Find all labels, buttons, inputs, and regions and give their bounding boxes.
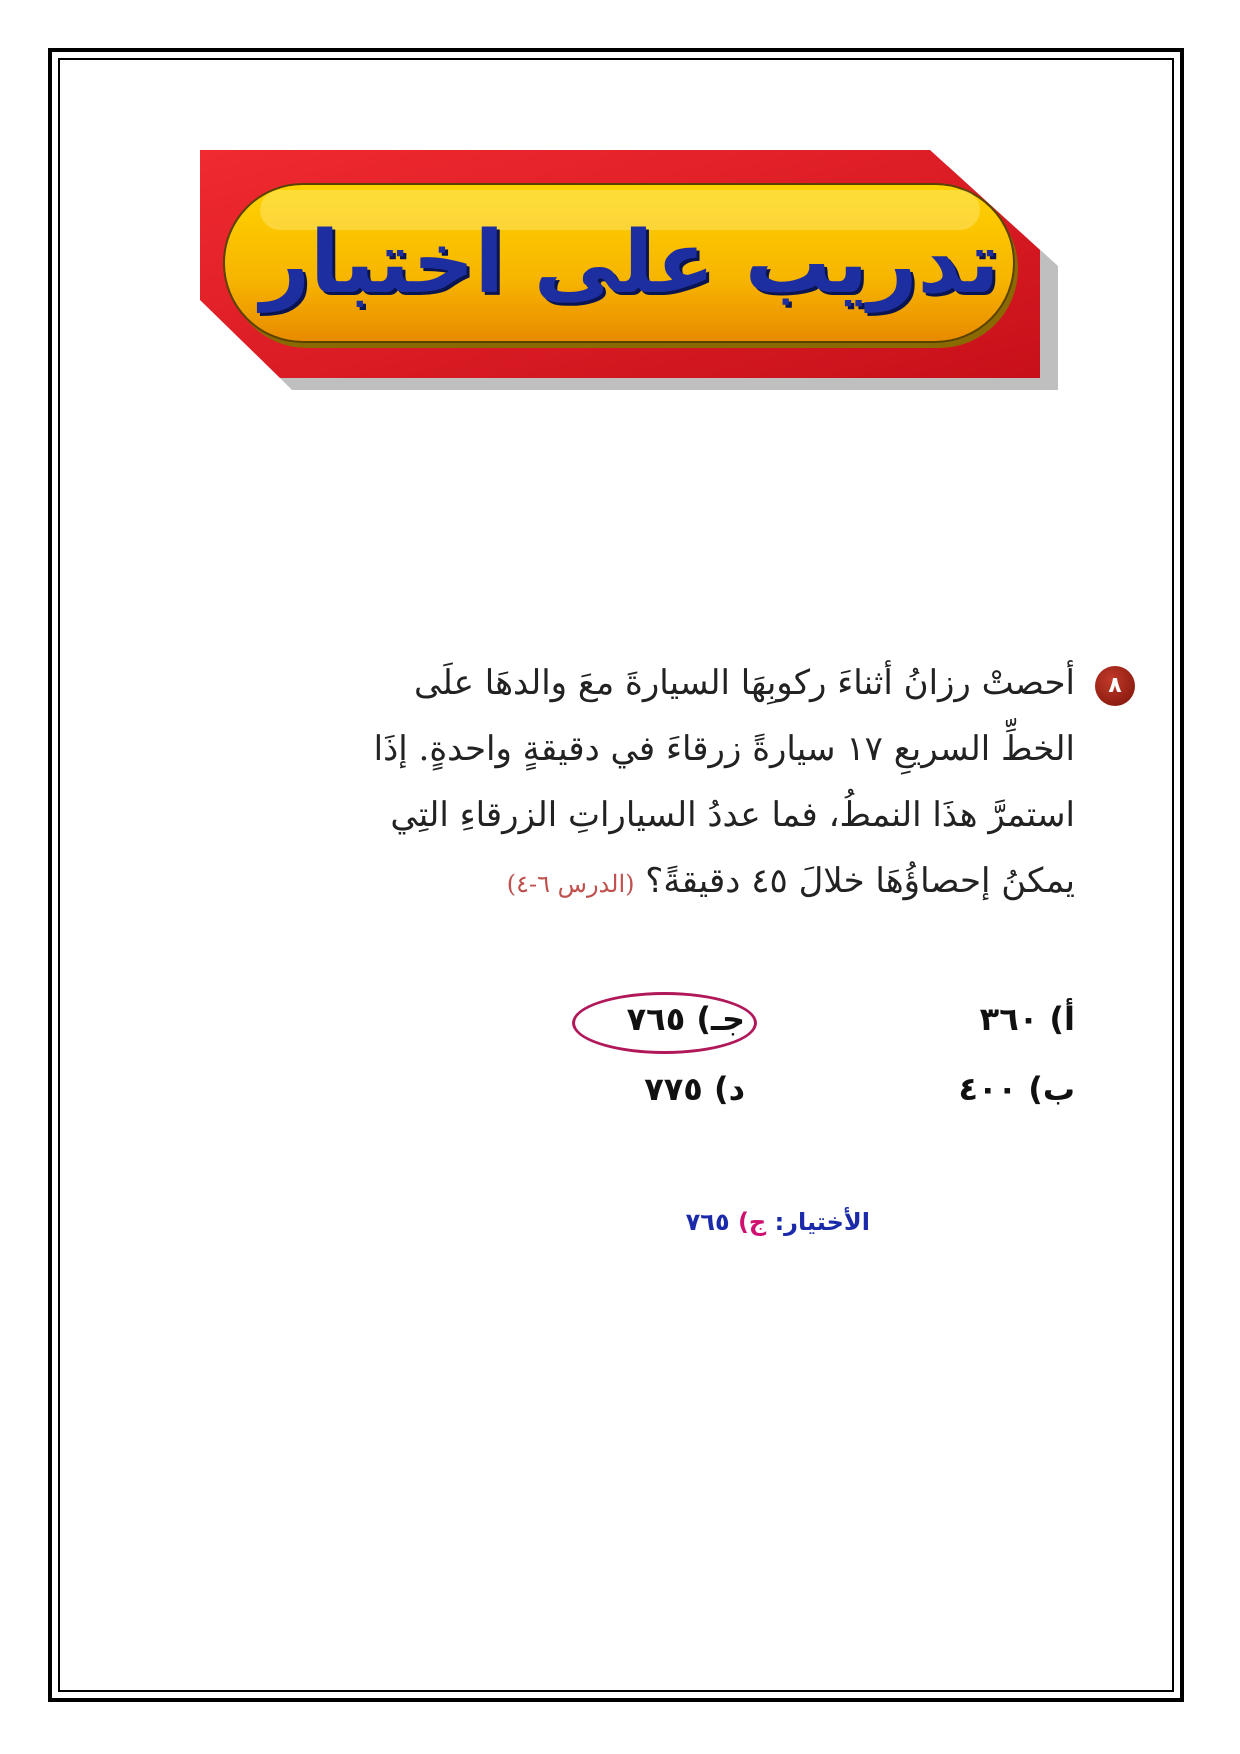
choice-a: أ) ٣٦٠ (979, 1000, 1075, 1038)
title-banner (190, 150, 1070, 390)
answer-line (520, 1208, 870, 1236)
banner-title: تدريب على اختبار (260, 213, 1000, 313)
answer-value: ٧٦٥ (685, 1208, 730, 1236)
answer-choices (195, 990, 1075, 1150)
question-line-text: يمكنُ إحصاؤُهَا خلالَ ٤٥ دقيقةً؟ (645, 861, 1075, 901)
question-line: أحصتْ رزانُ أثناءَ ركوبِهَا السيارةَ معَ والدهَا علَى (414, 663, 1075, 703)
choice-d: د) ٧٧٥ (644, 1070, 745, 1108)
lesson-reference: (الدرس ٦-٤) (506, 870, 635, 898)
answer-letter: ج) (737, 1208, 767, 1236)
choice-b: ب) ٤٠٠ (958, 1070, 1075, 1108)
question-block (195, 650, 1122, 917)
question-line: الخطِّ السريعِ ١٧ سيارةً زرقاءَ في دقيقةٍ واحدةٍ. إذَا (373, 729, 1075, 769)
question-number-badge: ٨ (1095, 666, 1135, 706)
question-line-last (195, 848, 1075, 917)
answer-label: الأختيار: (774, 1208, 870, 1236)
question-line: استمرَّ هذَا النمطُ، فما عددُ السياراتِ الزرقاءِ التِي (390, 795, 1075, 835)
choice-c: جـ) ٧٦٥ (626, 1000, 745, 1038)
